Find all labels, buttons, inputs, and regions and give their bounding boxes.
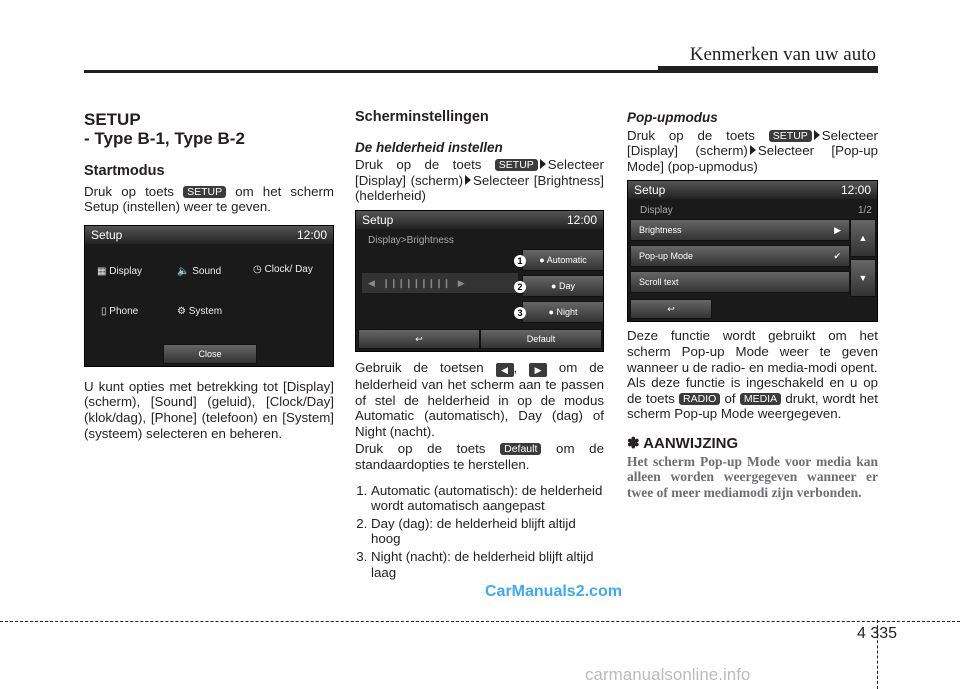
popup-steps: Druk op de toets SETUP Selecteer [Display] (scherm) Selecteer [Pop-up Mode] (pop-upmodus) — [627, 127, 878, 174]
radio-key-badge: RADIO — [679, 393, 720, 405]
list-item: 3. Night (nacht): de helderheid blijft altijd laag — [371, 549, 604, 580]
section-subtitle: - Type B-1, Type B-2 — [84, 129, 245, 148]
arrow-icon — [750, 145, 756, 155]
back-icon: ↩ — [358, 329, 480, 349]
arrow-icon — [814, 130, 820, 140]
callout-3: 3 — [514, 307, 526, 319]
note-title: ✽ AANWIJZING — [627, 434, 739, 452]
scherminstellingen-heading: Scherminstellingen — [355, 109, 489, 125]
callout-1: 1 — [514, 255, 526, 267]
column-2 — [355, 110, 604, 582]
column-3 — [627, 110, 878, 500]
brightness-heading: De helderheid instellen — [355, 139, 503, 155]
mode-list — [355, 483, 604, 581]
list-item: 2. Day (dag): de helderheid blijft altijd hoog — [371, 516, 604, 547]
display-item: ▦ Display — [97, 265, 143, 277]
close-button: Close — [163, 344, 257, 364]
startmodus-text: Druk op toets SETUP om het scherm Setup (instellen) weer te geven. — [84, 183, 334, 215]
setup-key-badge: SETUP — [495, 159, 538, 171]
left-arrow-icon: ◀ — [496, 363, 514, 377]
day-option: ● Day — [522, 275, 604, 297]
popup-heading: Pop-upmodus — [627, 110, 718, 125]
setup-key-badge: SETUP — [183, 186, 226, 198]
right-arrow-icon: ▶ — [529, 363, 547, 377]
brightness-screen: Setup 12:00 Display>Brightness ◀ ❙❙❙❙❙❙❙❙❙ ▶ ● Automatic ● Day ● Night 1 2 3 ↩ Default — [355, 210, 604, 352]
options-text: U kunt opties met betrekking tot [Display] (scherm), [Sound] (geluid), [Clock/Day] (klok/dag), [Phone] (telefoon) en [System] (systeem) selecteren en beheren. — [84, 378, 334, 441]
arrow-icon — [465, 175, 471, 185]
automatic-option: ● Automatic — [522, 249, 604, 271]
back-icon: ↩ — [630, 299, 712, 319]
callout-2: 2 — [514, 281, 526, 293]
popup-enable-text: Als deze functie is ingeschakeld en u op de toets RADIO of MEDIA drukt, wordt het scherm Pop-up Mode weergegeven. — [627, 375, 878, 422]
startmodus-heading: Startmodus — [84, 163, 165, 179]
setup-screen: Setup 12:00 ▦ Display 🔈 Sound ◷ Clock/ Day ▯ Phone ⚙ System Close — [84, 225, 334, 367]
breadcrumb: Display>Brightness — [368, 234, 454, 246]
scroll-up-icon: ▲ — [850, 219, 876, 257]
watermark-site: carmanualsonline.info — [585, 665, 751, 684]
scroll-down-icon: ▼ — [850, 259, 876, 297]
phone-item: ▯ Phone — [101, 305, 139, 317]
popup-mode-row: Pop-up Mode ✔ — [630, 245, 850, 267]
display-label: Display — [640, 205, 673, 217]
header-title: Kenmerken van uw auto — [689, 44, 876, 65]
brightness-steps: Druk op de toets SETUP Selecteer [Display] (scherm) Selecteer [Brightness] (helderheid) — [355, 157, 604, 204]
night-option: ● Night — [522, 301, 604, 323]
footer-rule — [0, 621, 960, 622]
page-number: 4 335 — [857, 625, 898, 642]
clock-item: ◷ Clock/ Day — [253, 263, 313, 275]
system-item: ⚙ System — [177, 305, 223, 317]
brightness-adjust-text: Gebruik de toetsen ◀ , ▶ om de helderheid van het scherm aan te passen of stel de helderheid in op de modus Automatic (automatisch), Day (dag) of Night (nacht). — [355, 359, 604, 439]
section-title: SETUP — [84, 110, 141, 129]
page-indicator: 1/2 — [858, 205, 872, 217]
list-item: 1. Automatic (automatisch): de helderheid wordt automatisch aangepast — [371, 483, 604, 514]
default-button: Default — [480, 329, 602, 349]
column-1 — [84, 110, 334, 441]
popup-screen: Setup 12:00 Display 1/2 Brightness ▶ Pop-up Mode ✔ Scroll text ▲ ▼ ↩ — [627, 180, 878, 322]
watermark-carmanuals: CarManuals2.com — [485, 583, 622, 600]
header-rule-accent — [658, 66, 878, 71]
arrow-icon — [540, 159, 546, 169]
note-body: Het scherm Pop-up Mode voor media kan alleen worden weergegeven wanneer er twee of meer mediamodi zijn verbonden. — [627, 453, 878, 500]
popup-desc: Deze functie wordt gebruikt om het scherm Pop-up Mode weer te geven wanneer u de radio- en media-modi opent. — [627, 328, 878, 375]
sound-item: 🔈 Sound — [177, 265, 222, 277]
media-key-badge: MEDIA — [740, 393, 781, 405]
brightness-slider: ◀ ❙❙❙❙❙❙❙❙❙ ▶ — [362, 273, 518, 293]
setup-key-badge: SETUP — [769, 130, 812, 142]
scroll-text-row: Scroll text — [630, 271, 850, 293]
default-key-badge: Default — [500, 443, 541, 455]
default-text: Druk op de toets Default om de standaardopties te herstellen. — [355, 441, 604, 472]
brightness-row: Brightness ▶ — [630, 219, 850, 241]
